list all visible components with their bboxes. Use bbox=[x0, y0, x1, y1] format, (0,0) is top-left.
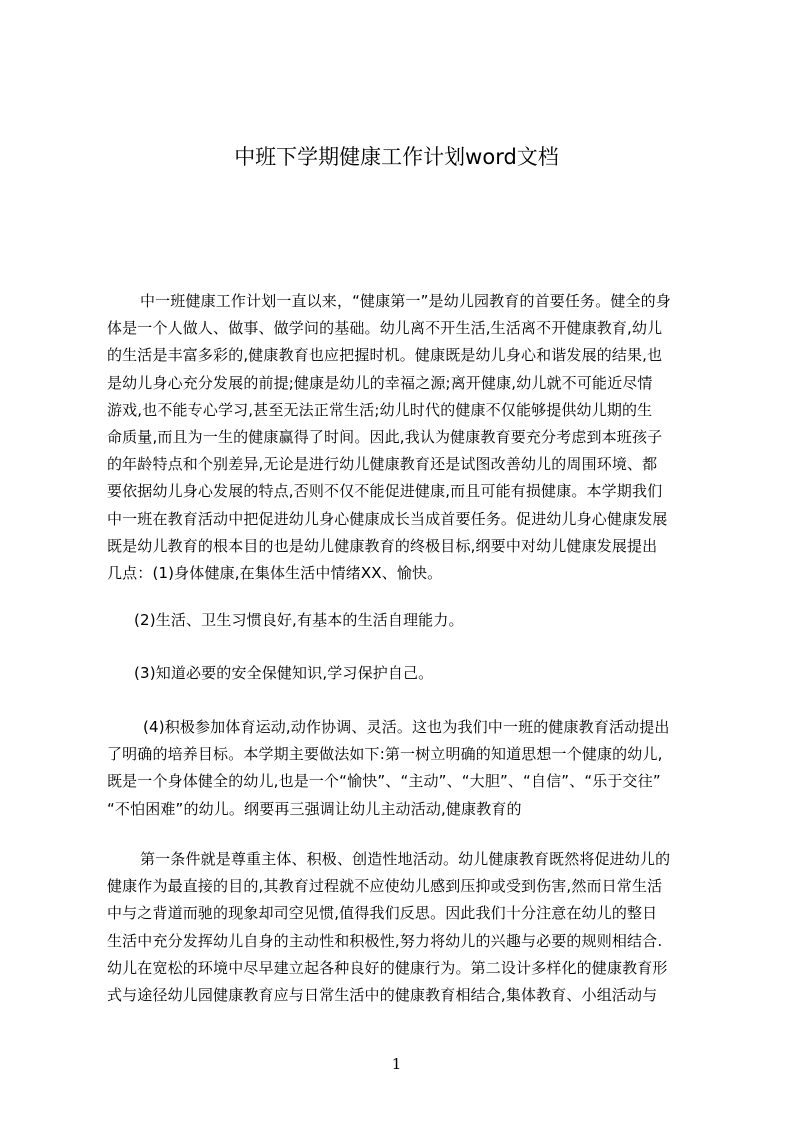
text-line: (2)生活、卫生习惯良好,有基本的生活自理能力。 bbox=[134, 611, 464, 629]
paragraph-goal-4 bbox=[107, 714, 699, 823]
text-line: 几点：(1)身体健康,在集体生活中情绪XX、愉快。 bbox=[107, 564, 443, 583]
text-line: 生活中充分发挥幼儿自身的主动性和积极性,努力将幼儿的兴趣与必要的规则相结合. bbox=[107, 931, 663, 950]
text-line: 的生活是丰富多彩的,健康教育也应把握时机。健康既是幼儿身心和谐发展的结果,也 bbox=[107, 346, 663, 365]
text-line: (3)知道必要的安全保健知识,学习保护自己。 bbox=[134, 664, 434, 682]
text-line: 的年龄特点和个别差异,无论是进行幼儿健康教育还是试图改善幼儿的周围环境、都 bbox=[107, 455, 658, 474]
text-line: “不怕困难”的幼儿。纲要再三强调让幼儿主动活动,健康教育的 bbox=[107, 799, 522, 818]
text-line: 健康作为最直接的目的,其教育过程就不应使幼儿感到压抑或受到伤害,然而日常生活 bbox=[107, 877, 663, 896]
text-line: 体是一个人做人、做事、做学问的基础。幼儿离不开生活,生活离不开健康教育,幼儿 bbox=[107, 319, 663, 338]
text-line: 第一条件就是尊重主体、积极、创造性地活动。幼儿健康教育既然将促进幼儿的 bbox=[140, 850, 671, 868]
text-line: 是幼儿身心充分发展的前提;健康是幼儿的幸福之源;离开健康,幼儿就不可能近尽情 bbox=[107, 373, 653, 392]
text-line: 式与途径幼儿园健康教育应与日常生活中的健康教育相结合,集体教育、小组活动与 bbox=[107, 986, 658, 1005]
text-line: 中一班健康工作计划一直以来，“健康第一”是幼儿园教育的首要任务。健全的身 bbox=[140, 292, 671, 310]
text-line: 中一班在教育活动中把促进幼儿身心健康成长当成首要任务。促进幼儿身心健康发展 bbox=[107, 509, 668, 528]
page-number: 1 bbox=[391, 1055, 402, 1073]
text-line: 既是幼儿教育的根本目的也是幼儿健康教育的终极目标,纲要中对幼儿健康发展提出 bbox=[107, 536, 658, 555]
text-line: 命质量,而且为一生的健康赢得了时间。因此,我认为健康教育要充分考虑到本班孩子 bbox=[107, 428, 663, 447]
text-line: 游戏,也不能专心学习,甚至无法正常生活;幼儿时代的健康不仅能够提供幼儿期的生 bbox=[107, 400, 653, 419]
text-line: 中与之背道而驰的现象却司空见惯,值得我们反思。因此我们十分注意在幼儿的整日 bbox=[107, 904, 658, 923]
document-title: 中班下学期健康工作计划word文档 bbox=[234, 145, 559, 169]
paragraph-goal-2 bbox=[134, 607, 726, 634]
text-line: 要依据幼儿身心发展的特点,否则不仅不能促进健康,而且可能有损健康。本学期我们 bbox=[107, 482, 663, 501]
text-line: 既是一个身体健全的幼儿,也是一个“愉快”、“主动”、“大胆”、“自信”、“乐于交往” bbox=[107, 772, 661, 791]
paragraph-method bbox=[107, 846, 699, 1009]
text-line: 幼儿在宽松的环境中尽早建立起各种良好的健康行为。第二设计多样化的健康教育形 bbox=[107, 958, 668, 977]
text-line: 了明确的培养目标。本学期主要做法如下:第一树立明确的知道思想一个健康的幼儿, bbox=[107, 745, 663, 764]
paragraph-goal-3 bbox=[134, 660, 726, 687]
text-line: (4)积极参加体育运动,动作协调、灵活。这也为我们中一班的健康教育活动提出 bbox=[143, 718, 670, 736]
paragraph-intro bbox=[107, 288, 699, 587]
